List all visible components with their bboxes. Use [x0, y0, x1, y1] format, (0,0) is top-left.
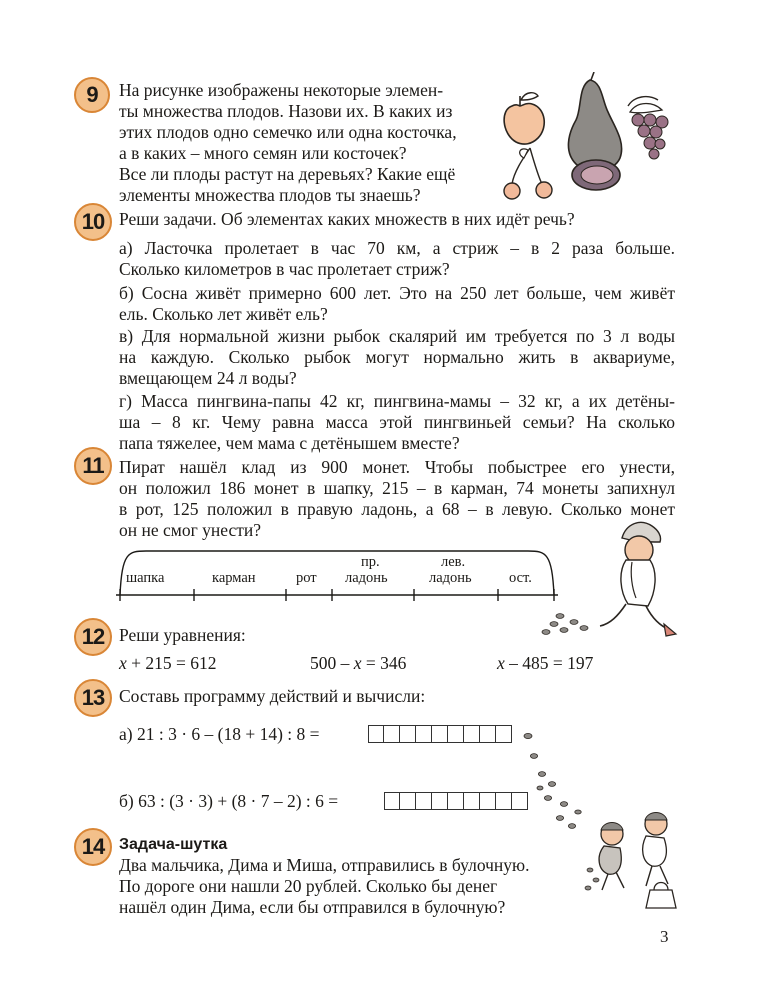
answer-cell[interactable]: [496, 725, 512, 743]
equation-1: [119, 653, 217, 674]
page-number: 3: [660, 927, 669, 946]
task-14-line: Два мальчика, Дима и Миша, отправились в булочную.: [119, 855, 530, 875]
diagram-label-right-top: пр.: [361, 554, 380, 570]
equation-2-variable: x: [353, 653, 362, 673]
apple-icon: [504, 93, 544, 144]
task-10-number-badge: 10: [74, 203, 112, 241]
diagram-label-right-palm: ладонь: [345, 570, 388, 586]
task-10v-line: на каждую. Сколько рыбок могут нормально жить в аквариуме,: [119, 347, 675, 367]
task-14-title: Задача-шутка: [119, 836, 228, 853]
answer-cell[interactable]: [448, 792, 464, 810]
answer-cell[interactable]: [464, 725, 480, 743]
diagram-label-left-palm: ладонь: [429, 570, 472, 586]
diagram-label-left-top: лев.: [441, 554, 466, 570]
equation-2-left: 500 –: [310, 653, 354, 673]
task-9-line: этих плодов одно семечко или одна косточка,: [119, 122, 457, 142]
fruits-illustration: [498, 72, 678, 202]
answer-cell[interactable]: [400, 725, 416, 743]
equation-2-right: = 346: [361, 653, 407, 673]
diagram-label-pocket: карман: [212, 570, 256, 586]
task-13b-answer-cells[interactable]: [384, 792, 528, 810]
cherries-icon: [504, 148, 552, 199]
task-10b-line: б) Сосна живёт примерно 600 лет. Это на 250 лет больше, чем живёт: [119, 283, 675, 303]
task-13-number-badge: 13: [74, 679, 112, 717]
task-11-line: Пират нашёл клад из 900 монет. Чтобы побыстрее его унести,: [119, 457, 675, 477]
answer-cell[interactable]: [400, 792, 416, 810]
task-11-line: в рот, 125 положил в правую ладонь, а 68 – в левую. Сколько монет: [119, 499, 675, 519]
answer-cell[interactable]: [432, 725, 448, 743]
answer-cell[interactable]: [384, 792, 400, 810]
equation-1-variable: x: [119, 653, 127, 673]
answer-cell[interactable]: [368, 725, 384, 743]
task-10g-line: ша – 8 кг. Чему равна масса этой пингвиньей семьи? На сколько: [119, 412, 675, 432]
task-13a-answer-cells[interactable]: [368, 725, 512, 743]
task-9-line: элементы множества плодов ты знаешь?: [119, 185, 421, 205]
task-12-number-badge: 12: [74, 618, 112, 656]
task-9-line: Все ли плоды растут на деревьях? Какие ещё: [119, 164, 456, 184]
task-11-line: он положил 186 монет в шапку, 215 – в карман, 74 монеты запихнул: [119, 478, 675, 498]
task-13b-expression: б) 63 : (3 · 3) + (8 · 7 – 2) : 6 =: [119, 791, 339, 811]
equation-3-variable: x: [497, 653, 505, 673]
task-10v-line: в) Для нормальной жизни рыбок скалярий им требуется по 3 л воды: [119, 326, 675, 346]
equation-1-rest: + 215 = 612: [126, 653, 217, 673]
task-12-intro: Реши уравнения:: [119, 625, 246, 645]
task-14-number-badge: 14: [74, 828, 112, 866]
equation-3: [497, 653, 593, 674]
task-10-intro: Реши задачи. Об элементах каких множеств в них идёт речь?: [119, 209, 575, 229]
task-9-line: а в каких – много семян или косточек?: [119, 143, 407, 163]
task-9-line: На рисунке изображены некоторые элемен-: [119, 80, 444, 100]
equation-2: [310, 653, 406, 674]
answer-cell[interactable]: [480, 725, 496, 743]
answer-cell[interactable]: [416, 725, 432, 743]
answer-cell[interactable]: [448, 725, 464, 743]
task-11-number-badge: 11: [74, 447, 112, 485]
task-9-number-badge: 9: [74, 77, 110, 113]
coin-segment-diagram: [116, 543, 558, 603]
pirate-illustration: [540, 512, 690, 642]
diagram-label-rest: ост.: [509, 570, 532, 586]
task-10g-line: г) Масса пингвина-папы 42 кг, пингвина-мамы – 32 кг, а их детёны-: [119, 391, 675, 411]
answer-cell[interactable]: [480, 792, 496, 810]
diagram-label-mouth: рот: [296, 570, 317, 586]
task-10a-line: а) Ласточка пролетает в час 70 км, а стриж – в 2 раза больше.: [119, 238, 675, 258]
task-10v-line: вмещающем 24 л воды?: [119, 368, 297, 388]
answer-cell[interactable]: [464, 792, 480, 810]
grapes-icon: [628, 97, 668, 159]
task-9-line: ты множества плодов. Назови их. В каких из: [119, 101, 453, 121]
diagram-label-hat: шапка: [126, 570, 165, 586]
pear-icon: [568, 72, 621, 171]
answer-cell[interactable]: [416, 792, 432, 810]
task-10a-line: Сколько километров в час пролетает стриж?: [119, 259, 450, 279]
answer-cell[interactable]: [384, 725, 400, 743]
task-10g-line: папа тяжелее, чем мама с детёнышем вместе?: [119, 433, 460, 453]
equation-3-rest: – 485 = 197: [504, 653, 594, 673]
answer-cell[interactable]: [496, 792, 512, 810]
task-13-intro: Составь программу действий и вычисли:: [119, 686, 426, 706]
task-14-line: По дороге они нашли 20 рублей. Сколько бы денег: [119, 876, 498, 896]
falling-coins-illustration: [512, 728, 592, 838]
task-10b-line: ель. Сколько лет живёт ель?: [119, 304, 328, 324]
task-11-line: он не смог унести?: [119, 520, 262, 540]
plum-icon: [572, 160, 620, 190]
boys-illustration: [584, 808, 688, 912]
task-13a-expression: а) 21 : 3 · 6 – (18 + 14) : 8 =: [119, 724, 320, 744]
task-14-line: нашёл один Дима, если бы отправился в булочную?: [119, 897, 506, 917]
answer-cell[interactable]: [432, 792, 448, 810]
